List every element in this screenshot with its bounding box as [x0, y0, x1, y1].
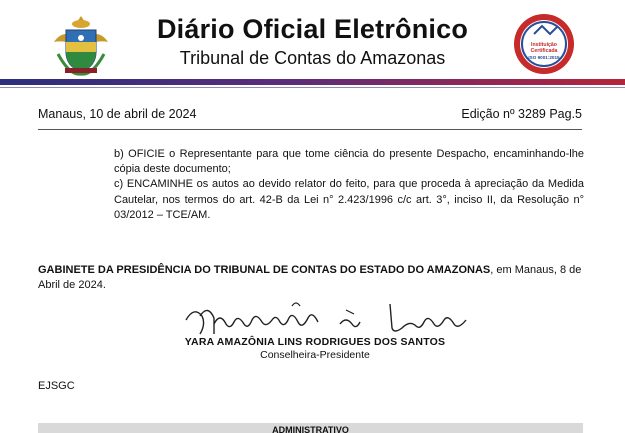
document-code: EJSGC	[38, 380, 75, 392]
signer-role: Conselheira-Presidente	[260, 349, 370, 361]
edition-number: Edição nº 3289 Pag.5	[461, 107, 582, 121]
seal-text-line-2: Certificada	[530, 48, 558, 54]
signer-name: YARA AMAZÔNIA LINS RODRIGUES DOS SANTOS	[184, 336, 446, 348]
seal-text-line-3: ISO 9001:2015	[528, 55, 560, 60]
dispatch-items	[114, 147, 584, 223]
edition-meta	[38, 107, 582, 123]
page-header	[0, 0, 625, 92]
meta-divider	[38, 129, 582, 130]
certified-institution-seal-icon	[512, 12, 576, 76]
next-section-title: ADMINISTRATIVO	[272, 425, 349, 433]
closing-place-date: , em Manaus, 8 de Abril de 2024.	[38, 264, 582, 292]
closing-office: GABINETE DA PRESIDÊNCIA DO TRIBUNAL DE CONTAS DO ESTADO DO AMAZONAS	[38, 264, 491, 276]
seal-text-line-1: Instituição	[531, 42, 557, 48]
amazonas-coat-of-arms-icon	[48, 12, 114, 78]
page-subtitle: Tribunal de Contas do Amazonas	[179, 48, 446, 68]
dispatch-item-c: c) ENCAMINHE os autos ao devido relator do feito, para que proceda à apreciação da Medida Cautelar, nos termos do art. 42-B da Lei n° 2.423/1996 c/c art. 3°, inciso II, da Resolução n° 03/2012 – TCE/AM.	[114, 178, 584, 221]
signer-block	[150, 336, 480, 361]
publication-date: Manaus, 10 de abril de 2024	[38, 107, 197, 121]
header-thin-line	[0, 87, 625, 88]
header-color-band	[0, 79, 625, 85]
closing-paragraph	[38, 263, 583, 294]
page-title: Diário Oficial Eletrônico	[156, 14, 469, 44]
next-section-header	[38, 423, 583, 433]
dispatch-item-b: b) OFICIE o Representante para que tome ciência do presente Despacho, encaminhando-lhe cópia deste documento;	[114, 148, 584, 176]
